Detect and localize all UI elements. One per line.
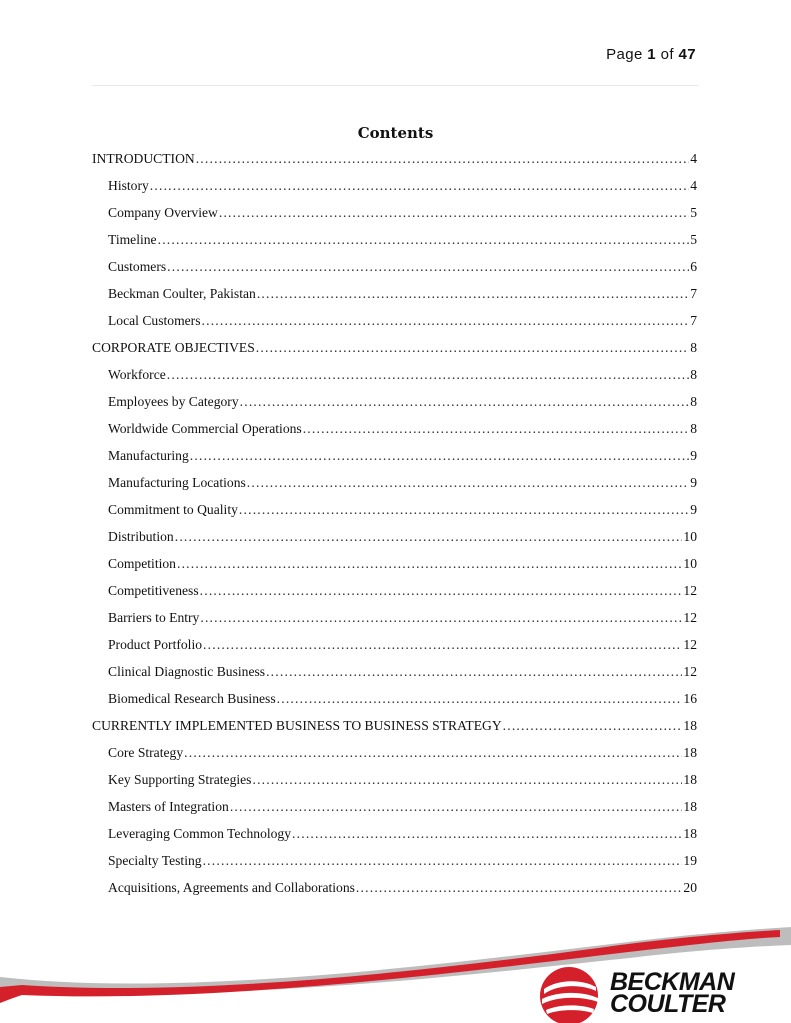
- toc-dot-leader: [239, 496, 689, 523]
- toc-entry-label: Acquisitions, Agreements and Collaborations: [108, 880, 355, 895]
- toc-entry-label: Leveraging Common Technology: [108, 826, 292, 841]
- page-label: Page: [606, 46, 643, 63]
- toc-entry[interactable]: [92, 550, 697, 577]
- toc-entry[interactable]: [92, 685, 697, 712]
- toc-dot-leader: [252, 766, 682, 793]
- toc-entry-label: Customers: [108, 259, 167, 274]
- page-current: 1: [647, 46, 657, 63]
- toc-entry[interactable]: [92, 334, 697, 361]
- toc-entry-page: 18: [683, 799, 697, 814]
- toc-dot-leader: [167, 361, 689, 388]
- toc-entry[interactable]: [92, 793, 697, 820]
- toc-dot-leader: [303, 415, 690, 442]
- toc-entry-label: Core Strategy: [108, 745, 184, 760]
- toc-dot-leader: [356, 874, 682, 901]
- toc-entry-label: Specialty Testing: [108, 853, 202, 868]
- toc-entry[interactable]: [92, 253, 697, 280]
- page-number-header: [606, 46, 696, 63]
- toc-entry-label: Employees by Category: [108, 394, 239, 409]
- toc-entry-label: Masters of Integration: [108, 799, 229, 814]
- toc-entry-page: 9: [690, 475, 697, 490]
- toc-dot-leader: [175, 523, 683, 550]
- toc-entry-label: Beckman Coulter, Pakistan: [108, 286, 256, 301]
- toc-entry[interactable]: [92, 469, 697, 496]
- toc-entry-page: 5: [690, 232, 697, 247]
- toc-entry[interactable]: [92, 712, 697, 739]
- toc-entry[interactable]: [92, 577, 697, 604]
- toc-entry-page: 10: [683, 556, 697, 571]
- toc-entry-page: 19: [683, 853, 697, 868]
- toc-dot-leader: [219, 199, 689, 226]
- toc-dot-leader: [150, 172, 689, 199]
- toc-dot-leader: [203, 847, 683, 874]
- toc-entry-label: Competitiveness: [108, 583, 199, 598]
- toc-entry-label: History: [108, 178, 149, 193]
- toc-entry-label: Key Supporting Strategies: [108, 772, 252, 787]
- toc-entry-label: CORPORATE OBJECTIVES: [92, 340, 255, 355]
- toc-dot-leader: [240, 388, 690, 415]
- toc-dot-leader: [177, 550, 682, 577]
- toc-entry[interactable]: [92, 280, 697, 307]
- toc-dot-leader: [184, 739, 682, 766]
- beckman-coulter-logo: [538, 963, 768, 1023]
- toc-dot-leader: [190, 442, 689, 469]
- toc-entry[interactable]: [92, 199, 697, 226]
- toc-entry-page: 7: [690, 286, 697, 301]
- toc-dot-leader: [158, 226, 690, 253]
- toc-entry[interactable]: [92, 658, 697, 685]
- toc-dot-leader: [230, 793, 683, 820]
- toc-entry[interactable]: [92, 820, 697, 847]
- toc-entry-page: 12: [683, 664, 697, 679]
- toc-dot-leader: [200, 577, 683, 604]
- logo-globe-icon: [538, 965, 600, 1023]
- table-of-contents: [92, 145, 697, 901]
- toc-entry[interactable]: [92, 739, 697, 766]
- toc-entry-page: 9: [690, 448, 697, 463]
- page-total: 47: [678, 46, 696, 63]
- toc-entry-page: 8: [690, 340, 697, 355]
- toc-dot-leader: [202, 307, 690, 334]
- toc-entry-label: Distribution: [108, 529, 174, 544]
- toc-dot-leader: [503, 712, 683, 739]
- toc-entry[interactable]: [92, 523, 697, 550]
- toc-entry[interactable]: [92, 226, 697, 253]
- toc-entry-page: 10: [683, 529, 697, 544]
- logo-line-coulter: COULTER: [610, 990, 726, 1018]
- toc-entry-page: 7: [690, 313, 697, 328]
- toc-entry-label: Biomedical Research Business: [108, 691, 276, 706]
- page-of-label: of: [660, 46, 674, 63]
- toc-dot-leader: [247, 469, 689, 496]
- toc-entry-label: Commitment to Quality: [108, 502, 238, 517]
- toc-dot-leader: [167, 253, 689, 280]
- toc-entry[interactable]: [92, 145, 697, 172]
- toc-entry[interactable]: [92, 442, 697, 469]
- toc-entry-label: Clinical Diagnostic Business: [108, 664, 266, 679]
- toc-entry-page: 8: [690, 367, 697, 382]
- toc-entry-page: 20: [683, 880, 697, 895]
- toc-dot-leader: [256, 334, 689, 361]
- toc-dot-leader: [277, 685, 683, 712]
- toc-entry[interactable]: [92, 388, 697, 415]
- toc-entry-page: 5: [690, 205, 697, 220]
- toc-entry-label: INTRODUCTION: [92, 151, 195, 166]
- toc-entry-page: 6: [690, 259, 697, 274]
- logo-line-beckman: BECKMAN: [610, 968, 735, 996]
- toc-entry[interactable]: [92, 847, 697, 874]
- toc-dot-leader: [257, 280, 689, 307]
- toc-entry[interactable]: [92, 415, 697, 442]
- toc-entry-page: 18: [683, 772, 697, 787]
- toc-entry-label: Worldwide Commercial Operations: [108, 421, 302, 436]
- toc-entry-page: 4: [690, 178, 697, 193]
- toc-entry-label: Local Customers: [108, 313, 201, 328]
- logo-wordmark: [610, 968, 735, 1018]
- toc-entry-label: Timeline: [108, 232, 157, 247]
- toc-entry[interactable]: [92, 496, 697, 523]
- toc-entry-page: 8: [690, 394, 697, 409]
- toc-entry-page: 18: [683, 826, 697, 841]
- toc-entry-label: Workforce: [108, 367, 166, 382]
- toc-entry-page: 4: [690, 151, 697, 166]
- toc-entry[interactable]: [92, 604, 697, 631]
- header-divider: [92, 85, 699, 86]
- toc-entry-page: 16: [683, 691, 697, 706]
- toc-entry-label: Manufacturing: [108, 448, 189, 463]
- toc-entry[interactable]: [92, 361, 697, 388]
- toc-entry-page: 12: [683, 637, 697, 652]
- toc-entry[interactable]: [92, 307, 697, 334]
- toc-entry[interactable]: [92, 766, 697, 793]
- toc-dot-leader: [203, 631, 682, 658]
- toc-dot-leader: [196, 145, 690, 172]
- toc-entry-page: 12: [683, 583, 697, 598]
- toc-entry-label: Manufacturing Locations: [108, 475, 246, 490]
- toc-entry-page: 9: [690, 502, 697, 517]
- toc-dot-leader: [292, 820, 682, 847]
- toc-entry-label: CURRENTLY IMPLEMENTED BUSINESS TO BUSINESS STRATEGY: [92, 718, 502, 733]
- toc-dot-leader: [200, 604, 682, 631]
- toc-entry-label: Company Overview: [108, 205, 218, 220]
- toc-entry[interactable]: [92, 631, 697, 658]
- toc-entry-label: Barriers to Entry: [108, 610, 200, 625]
- swoosh-red-tail: [0, 985, 22, 1003]
- toc-entry-page: 18: [683, 745, 697, 760]
- toc-entry-label: Competition: [108, 556, 176, 571]
- toc-entry[interactable]: [92, 874, 697, 901]
- toc-entry[interactable]: [92, 172, 697, 199]
- toc-dot-leader: [266, 658, 682, 685]
- toc-entry-page: 18: [683, 718, 697, 733]
- toc-entry-label: Product Portfolio: [108, 637, 203, 652]
- toc-title: Contents: [357, 124, 434, 142]
- toc-entry-page: 8: [690, 421, 697, 436]
- toc-entry-page: 12: [683, 610, 697, 625]
